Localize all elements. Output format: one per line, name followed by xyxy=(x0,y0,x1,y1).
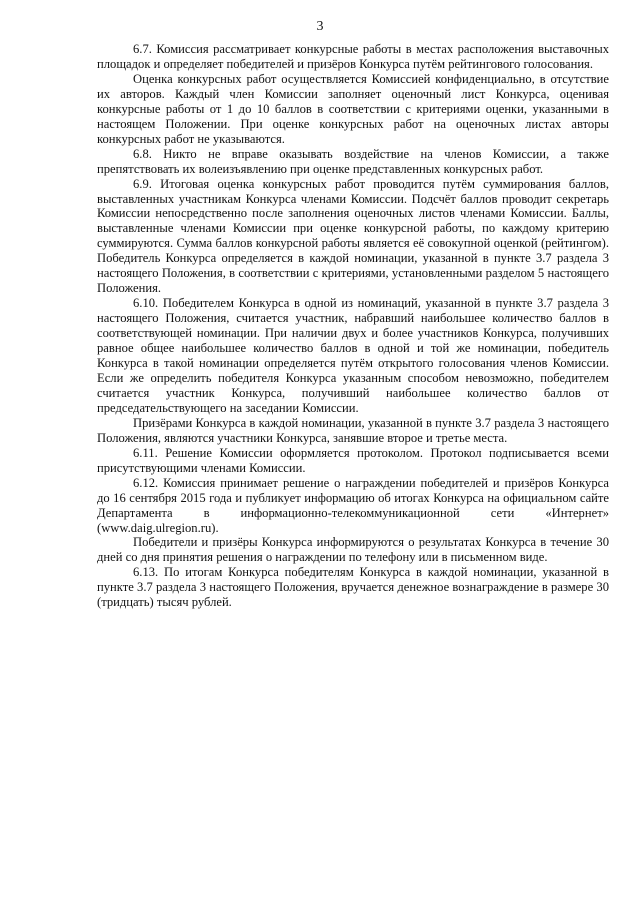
paragraph-6-8: 6.8. Никто не вправе оказывать воздействие на членов Комиссии, а также препятствовать их волеизъявлению при оценке представленных конкурсных работ. xyxy=(97,146,609,176)
paragraph-6-13: 6.13. По итогам Конкурса победителям Конкурса в каждой номинации, указанной в пункте 3.7 раздела 3 настоящего Положения, вручается денежное вознаграждение в размере 30 (тридцать) тысяч рублей. xyxy=(97,565,609,610)
paragraph-6-7: 6.7. Комиссия рассматривает конкурсные работы в местах расположения выставочных площадок и определяет победителей и призёров Конкурса путём рейтингового голосования. xyxy=(97,42,609,71)
page-number: 3 xyxy=(316,19,324,34)
paragraph-6-9: 6.9. Итоговая оценка конкурсных работ проводится путём суммирования баллов, выставленных участникам Конкурса членами Комиссии. Подсчёт баллов проводит секретарь Комиссии непосредственно после заполнения оценочных листов членами Комиссии. Баллы, выставленные членами Комиссии при оценке конкурсной работы, по каждому критерию суммируются. Сумма баллов конкурсной работы является её совокупной оценкой (рейтингом). Победитель Конкурса определяется в каждой номинации, указанной в пункте 3.7 раздела 3 настоящего Положения, в соответствии с критериями, установленными разделом 5 настоящего Положения. xyxy=(97,176,609,296)
paragraph-6-11: 6.11. Решение Комиссии оформляется протоколом. Протокол подписывается всеми присутствующими членами Комиссии. xyxy=(97,445,609,475)
paragraph-6-12: 6.12. Комиссия принимает решение о награждении победителей и призёров Конкурса до 16 сентября 2015 года и публикует информацию об итогах Конкурса на официальном сайте Департамента в информационно-телекоммуникационной сети «Интернет» (www.daig.ulregion.ru). xyxy=(97,475,609,535)
paragraph-evaluation: Оценка конкурсных работ осуществляется Комиссией конфиденциально, в отсутствие их авторов. Каждый член Комиссии заполняет оценочный лист Конкурса, оценивая конкурсные работы от 1 до 10 баллов в соответствии с критериями оценки, указанными в настоящем Положении. При оценке конкурсных работ на оценочных листах авторы конкурсных работ не указываются. xyxy=(97,71,609,146)
document-body xyxy=(97,42,609,610)
paragraph-prize-winners: Призёрами Конкурса в каждой номинации, указанной в пункте 3.7 раздела 3 настоящего Положения, являются участники Конкурса, занявшие второе и третье места. xyxy=(97,415,609,445)
paragraph-6-10: 6.10. Победителем Конкурса в одной из номинаций, указанной в пункте 3.7 раздела 3 настоящего Положения, считается участник, набравший наибольшее количество баллов в соответствующей номинации. При наличии двух и более участников Конкурса, получивших равное общее наибольшее количество баллов в одной и той же номинации, победитель Конкурса в такой номинации определяется путём открытого голосования членов Комиссии. Если же определить победителя Конкурса указанным способом невозможно, победителем считается участник Конкурса, получивший наибольшее количество баллов от председательствующего на заседании Комиссии. xyxy=(97,296,609,415)
paragraph-notification: Победители и призёры Конкурса информируются о результатах Конкурса в течение 30 дней со дня принятия решения о награждении по телефону или в письменном виде. xyxy=(97,535,609,565)
